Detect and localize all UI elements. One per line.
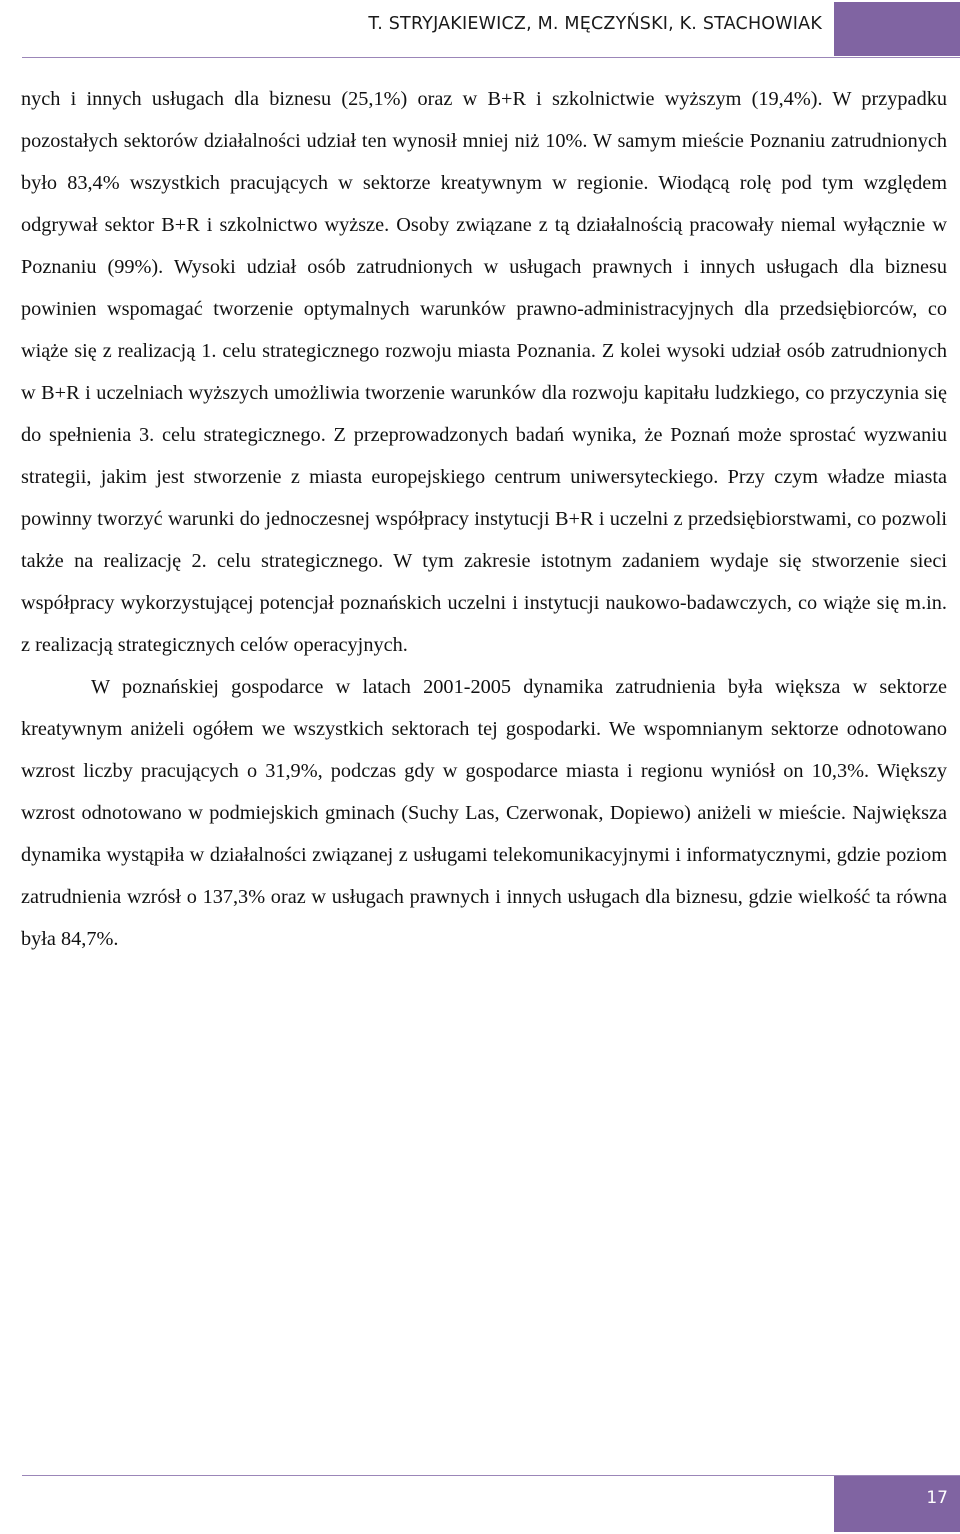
running-header-authors: T. STRYJAKIEWICZ, M. MĘCZYŃSKI, K. STACHOWIAK (368, 14, 822, 34)
page-number: 17 (926, 1488, 948, 1508)
footer-accent-block (834, 1476, 960, 1532)
body-paragraph: nych i innych usługach dla biznesu (25,1%) oraz w B+R i szkolnictwie wyższym (19,4%). W przypadku pozostałych sektorów działalności udział ten wynosił mniej niż 10%. W samym mieście Poznaniu zatrudnionych było 83,4% wszystkich pracujących w sektorze kreatywnym w regionie. Wiodącą rolę pod tym względem odgrywał sektor B+R i szkolnictwo wyższe. Osoby związane z tą działalnością pracowały niemal wyłącznie w Poznaniu (99%). Wysoki udział osób zatrudnionych w usługach prawnych i innych usługach dla biznesu powinien wspomagać tworzenie optymalnych warunków prawno-administracyjnych dla przedsiębiorców, co wiąże się z realizacją 1. celu strategicznego rozwoju miasta Poznania. Z kolei wysoki udział osób zatrudnionych w B+R i uczelniach wyższych umożliwia tworzenie warunków dla rozwoju kapitału ludzkiego, co przyczynia się do spełnienia 3. celu strategicznego. Z przeprowadzonych badań wynika, że Poznań może sprostać wyzwaniu strategii, jakim jest stworzenie z miasta europejskiego centrum uniwersyteckiego. Przy czym władze miasta powinny tworzyć warunki do jednoczesnej współpracy instytucji B+R i uczelni z przedsiębiorstwami, co pozwoli także na realizację 2. celu strategicznego. W tym zakresie istotnym zadaniem wydaje się stworzenie sieci współpracy wykorzystującej potencjał poznańskich uczelni i instytucji naukowo-badawczych, co wiąże się m.in. z realizacją strategicznych celów operacyjnych. (21, 88, 947, 656)
header-divider (22, 57, 960, 58)
page-header (0, 0, 960, 58)
footer-divider (22, 1475, 960, 1476)
body-paragraph: W poznańskiej gospodarce w latach 2001-2005 dynamika zatrudnienia była większa w sektorze kreatywnym aniżeli ogółem we wszystkich sektorach tej gospodarki. We wspomnianym sektorze odnotowano wzrost liczby pracujących o 31,9%, podczas gdy w gospodarce miasta i regionu wyniósł on 10,3%. Większy wzrost odnotowano w podmiejskich gminach (Suchy Las, Czerwonak, Dopiewo) aniżeli w mieście. Największa dynamika wystąpiła w działalności związanej z usługami telekomunikacyjnymi i informatycznymi, gdzie poziom zatrudnienia wzrósł o 137,3% oraz w usługach prawnych i innych usługach dla biznesu, gdzie wielkość ta równa była 84,7%. (21, 676, 947, 950)
header-accent-block (834, 2, 960, 56)
page-body (21, 78, 947, 960)
